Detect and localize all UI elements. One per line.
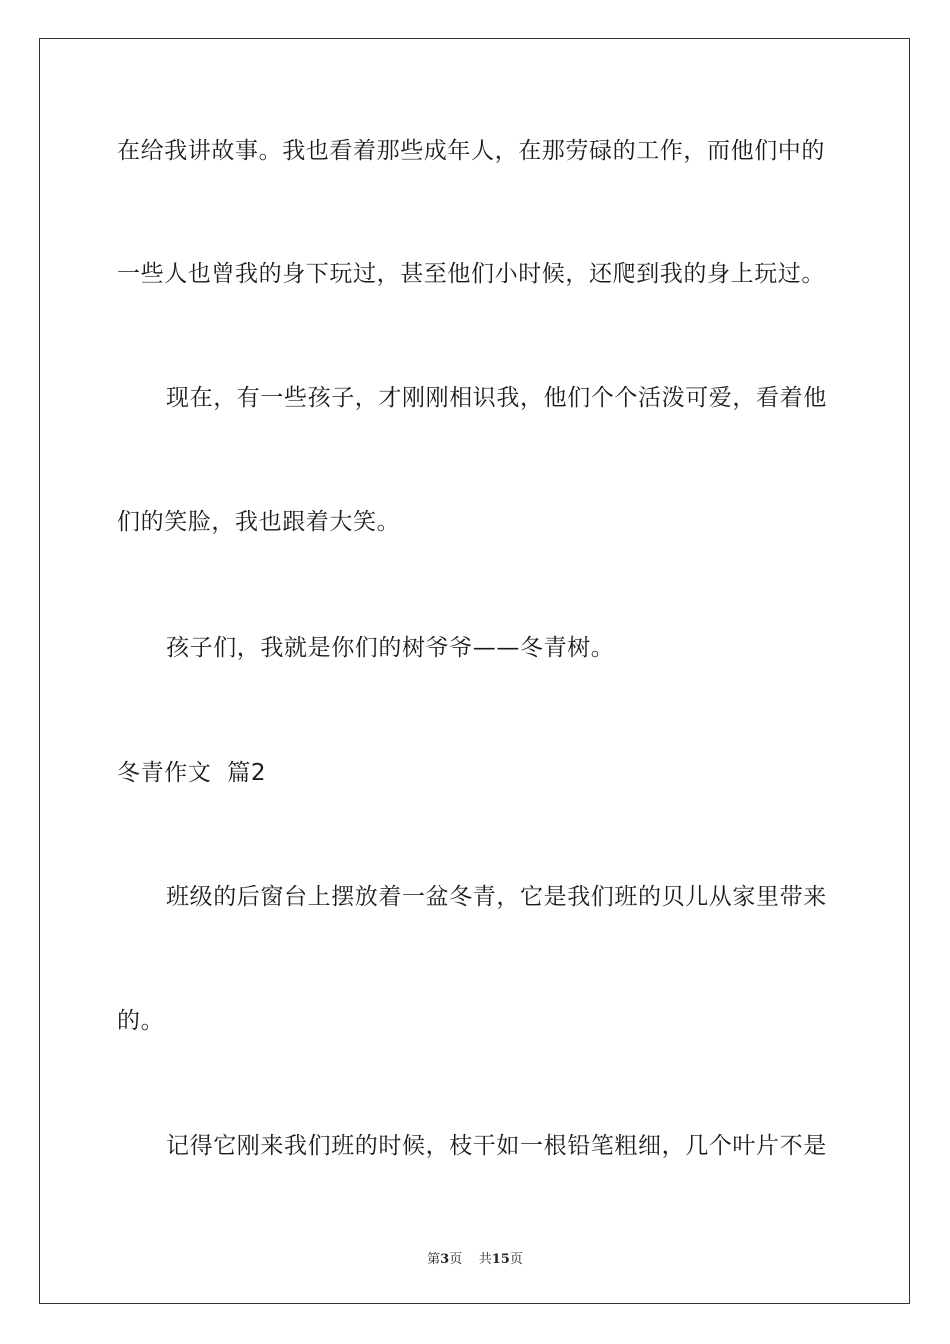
page-number-prefix: 第 — [427, 1252, 441, 1267]
paragraph-line: 在给我讲故事。我也看着那些成年人，在那劳碌的工作，而他们中的 — [117, 138, 825, 164]
paragraph-line: 们的笑脸，我也跟着大笑。 — [117, 509, 401, 535]
page-number: 3 — [440, 1252, 450, 1267]
total-pages-prefix: 共 — [478, 1252, 492, 1267]
section-heading: 冬青作文 篇2 — [117, 760, 267, 786]
total-pages: 15 — [491, 1252, 510, 1267]
page-border — [39, 38, 910, 1304]
paragraph-line: 记得它刚来我们班的时候，枝干如一根铅笔粗细，几个叶片不是 — [166, 1133, 827, 1159]
paragraph-line: 的。 — [117, 1008, 165, 1034]
paragraph-line: 班级的后窗台上摆放着一盆冬青，它是我们班的贝儿从家里带来 — [166, 884, 827, 910]
paragraph-line: 现在，有一些孩子，才刚刚相识我，他们个个活泼可爱，看着他 — [166, 385, 827, 411]
page-footer — [0, 1248, 950, 1267]
paragraph-line: 孩子们，我就是你们的树爷爷——冬青树。 — [166, 635, 615, 661]
total-pages-suffix: 页 — [509, 1252, 523, 1267]
page-number-suffix: 页 — [449, 1252, 463, 1267]
paragraph-line: 一些人也曾我的身下玩过，甚至他们小时候，还爬到我的身上玩过。 — [117, 261, 825, 287]
